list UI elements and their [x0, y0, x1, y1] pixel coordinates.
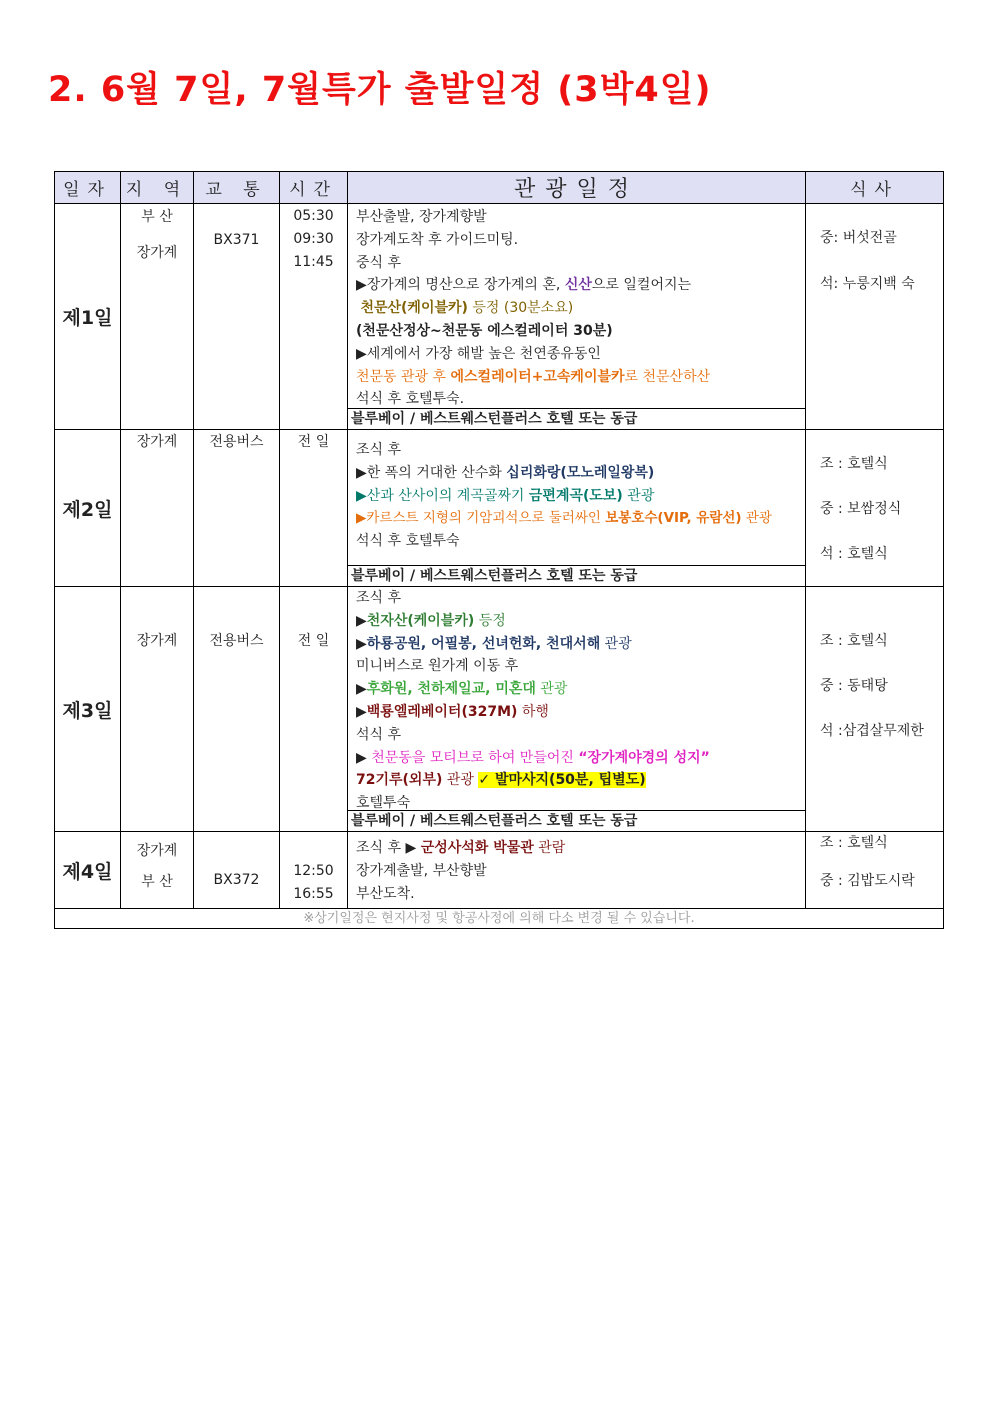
header-row	[55, 172, 944, 204]
transport-value: BX372	[213, 872, 260, 888]
program-line: 석식 후 호텔투숙	[356, 533, 460, 550]
meal-item: 중 : 동태탕	[820, 678, 888, 694]
day-meals	[806, 204, 944, 430]
day-program	[348, 430, 806, 587]
header-region: 지 역	[121, 172, 194, 204]
program-line: 72기루(외부) 관광 ✓ 발마사지(50분, 팁별도)	[356, 772, 646, 789]
day-transport	[194, 430, 280, 587]
day-row	[55, 832, 944, 909]
day-transport	[194, 587, 280, 832]
region-item: 장가계	[136, 245, 178, 261]
transport-value: 전용버스	[209, 633, 264, 649]
meal-item: 중 : 보쌈정식	[820, 501, 902, 517]
meal-item: 조 : 호텔식	[820, 835, 888, 851]
meal-item: 중: 버섯전골	[820, 230, 897, 246]
day-program	[348, 587, 806, 832]
time-item: 05:30	[293, 208, 334, 224]
transport-value: 전용버스	[209, 434, 264, 450]
program-line: 천문산(케이블카) 등정 (30분소요)	[360, 300, 574, 317]
program-line: ▶장가계의 명산으로 장가계의 혼, 신산으로 일컬어지는	[356, 277, 692, 294]
program-line: 석식 후	[356, 726, 402, 743]
footnote: ※상기일정은 현지사정 및 항공사정에 의해 다소 변경 될 수 있습니다.	[55, 909, 944, 929]
day-row	[55, 430, 944, 587]
hotel-line: 블루베이 / 베스트웨스턴플러스 호텔 또는 동급	[348, 408, 805, 429]
time-item: 12:50	[293, 863, 334, 879]
region-item: 장가계	[136, 843, 178, 859]
program-line: ▶후화원, 천하제일교, 미혼대 관광	[356, 681, 568, 698]
program-line: 미니버스로 원가계 이동 후	[356, 658, 519, 675]
region-item: 장가계	[136, 434, 178, 450]
page-title: 2. 6월 7일, 7월특가 출발일정 (3박4일)	[48, 70, 712, 110]
day-program	[348, 204, 806, 430]
day-meals	[806, 832, 944, 909]
transport-value: BX371	[213, 232, 260, 248]
day-transport	[194, 832, 280, 909]
meal-item: 석 : 호텔식	[820, 546, 888, 562]
program-line: 조식 후	[356, 590, 402, 606]
meal-item: 석: 누룽지백 숙	[820, 276, 915, 292]
day-label: 제4일	[55, 832, 121, 909]
day-region	[121, 204, 194, 430]
day-label: 제1일	[55, 204, 121, 430]
region-item: 장가계	[136, 633, 178, 649]
region-item: 부 산	[141, 874, 173, 890]
day-region	[121, 587, 194, 832]
day-region	[121, 430, 194, 587]
region-item: 부 산	[141, 209, 173, 225]
day-meals	[806, 587, 944, 832]
day-label: 제3일	[55, 587, 121, 832]
hotel-line: 블루베이 / 베스트웨스턴플러스 호텔 또는 동급	[348, 565, 805, 586]
meal-item: 조 : 호텔식	[820, 633, 888, 649]
day-meals	[806, 430, 944, 587]
hotel-line: 블루베이 / 베스트웨스턴플러스 호텔 또는 동급	[348, 810, 805, 831]
program-line: ▶산과 산사이의 계곡골짜기 금편계곡(도보) 관광	[356, 487, 655, 504]
time-item: 09:30	[293, 231, 334, 247]
day-region	[121, 832, 194, 909]
program-line: ▶백룡엘레베이터(327M) 하행	[356, 703, 549, 720]
time-item: 11:45	[293, 254, 334, 270]
itinerary-table	[54, 171, 944, 929]
meal-item: 중 : 김밥도시락	[820, 873, 915, 889]
time-item: 16:55	[293, 886, 334, 902]
day-row	[55, 587, 944, 832]
day-time	[280, 832, 348, 909]
program-line: ▶카르스트 지형의 기암괴석으로 둘러싸인 보봉호수(VIP, 유람선) 관광	[356, 510, 772, 527]
meal-item: 조 : 호텔식	[820, 456, 888, 472]
meal-item: 석 :삼겹살무제한	[820, 723, 924, 739]
program-line: ▶하룡공원, 어필봉, 선녀헌화, 천대서해 관광	[356, 635, 632, 652]
header-transport: 교 통	[194, 172, 280, 204]
program-line: ▶세계에서 가장 해발 높은 천연종유동인	[356, 345, 601, 362]
program-line: 석식 후 호텔투숙.	[356, 391, 465, 408]
day-time	[280, 430, 348, 587]
program-line: ▶천자산(케이블카) 등정	[356, 612, 506, 629]
program-line: 호텔투숙	[356, 795, 411, 812]
time-item: 전 일	[297, 633, 330, 649]
day-row	[55, 204, 944, 430]
header-program: 관광일정	[348, 172, 806, 204]
program-line: ▶한 폭의 거대한 산수화 십리화랑(모노레일왕복)	[356, 464, 655, 481]
header-time: 시간	[280, 172, 348, 204]
program-line: 천문동 관광 후 에스컬레이터+고속케이블카로 천문산하산	[356, 368, 711, 385]
program-line: 조식 후	[356, 442, 402, 458]
day-program	[348, 832, 806, 909]
program-line: 장가계출발, 부산향발	[356, 862, 487, 879]
day-time	[280, 204, 348, 430]
day-time	[280, 587, 348, 832]
day-transport	[194, 204, 280, 430]
program-line: 장가계도착 후 가이드미팅.	[356, 231, 519, 248]
program-line: 조식 후 ▶ 군성사석화 박물관 관람	[356, 840, 566, 856]
note-row	[55, 909, 944, 929]
program-line: 부산출발, 장가계향발	[356, 209, 487, 225]
header-meals: 식사	[806, 172, 944, 204]
program-line: ▶ 천문동을 모티브로 하여 만들어진 “장가계야경의 성지”	[356, 749, 710, 766]
program-line: (천문산정상~천문동 에스컬레이터 30분)	[356, 322, 613, 339]
program-line: 부산도착.	[356, 885, 415, 902]
time-item: 전 일	[297, 434, 330, 450]
header-date: 일자	[55, 172, 121, 204]
day-label: 제2일	[55, 430, 121, 587]
program-line: 중식 후	[356, 254, 402, 271]
